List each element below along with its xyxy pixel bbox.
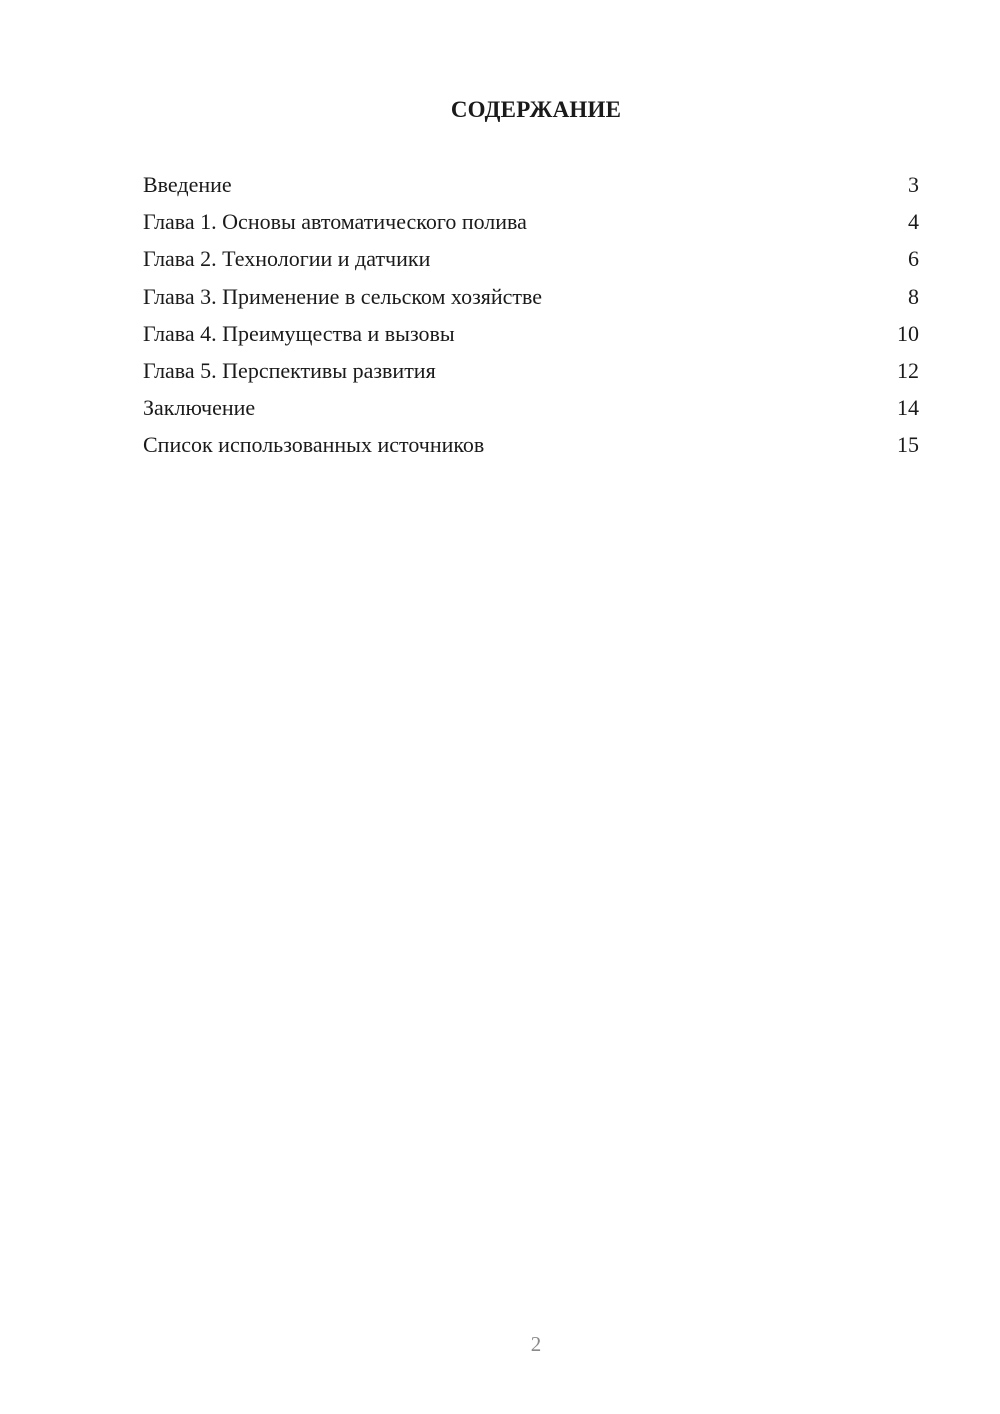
toc-entry-conclusion[interactable]: [143, 389, 919, 426]
toc-entry-page: 10: [897, 320, 919, 346]
toc-entry-label: Список использованных источников: [143, 432, 485, 458]
toc-entry-chapter-2[interactable]: [143, 240, 919, 277]
toc-entry-chapter-3[interactable]: [143, 278, 919, 315]
toc-entry-chapter-1[interactable]: [143, 203, 919, 240]
toc-entry-page: 12: [897, 357, 919, 383]
toc-entry-chapter-4[interactable]: [143, 315, 919, 352]
table-of-contents: [143, 166, 919, 464]
toc-entry-page: 8: [908, 283, 919, 309]
page-title: СОДЕРЖАНИЕ: [450, 97, 622, 122]
toc-entry-page: 15: [897, 432, 919, 458]
toc-entry-label: Глава 4. Преимущества и вызовы: [143, 320, 455, 346]
toc-entry-page: 14: [897, 395, 919, 421]
toc-entry-page: 4: [908, 209, 919, 235]
toc-entry-label: Глава 1. Основы автоматического полива: [143, 209, 527, 235]
toc-entry-page: 3: [908, 172, 919, 197]
toc-entry-introduction[interactable]: [143, 166, 919, 203]
toc-entry-chapter-5[interactable]: [143, 352, 919, 389]
toc-entry-label: Глава 3. Применение в сельском хозяйстве: [143, 283, 543, 309]
toc-entry-label: Введение: [143, 172, 232, 197]
toc-entry-page: 6: [908, 246, 919, 272]
page-number: 2: [530, 1332, 542, 1356]
toc-entry-label: Глава 2. Технологии и датчики: [143, 246, 431, 272]
toc-entry-label: Глава 5. Перспективы развития: [143, 357, 436, 383]
toc-entry-references[interactable]: [143, 426, 919, 463]
toc-entry-label: Заключение: [143, 395, 256, 421]
